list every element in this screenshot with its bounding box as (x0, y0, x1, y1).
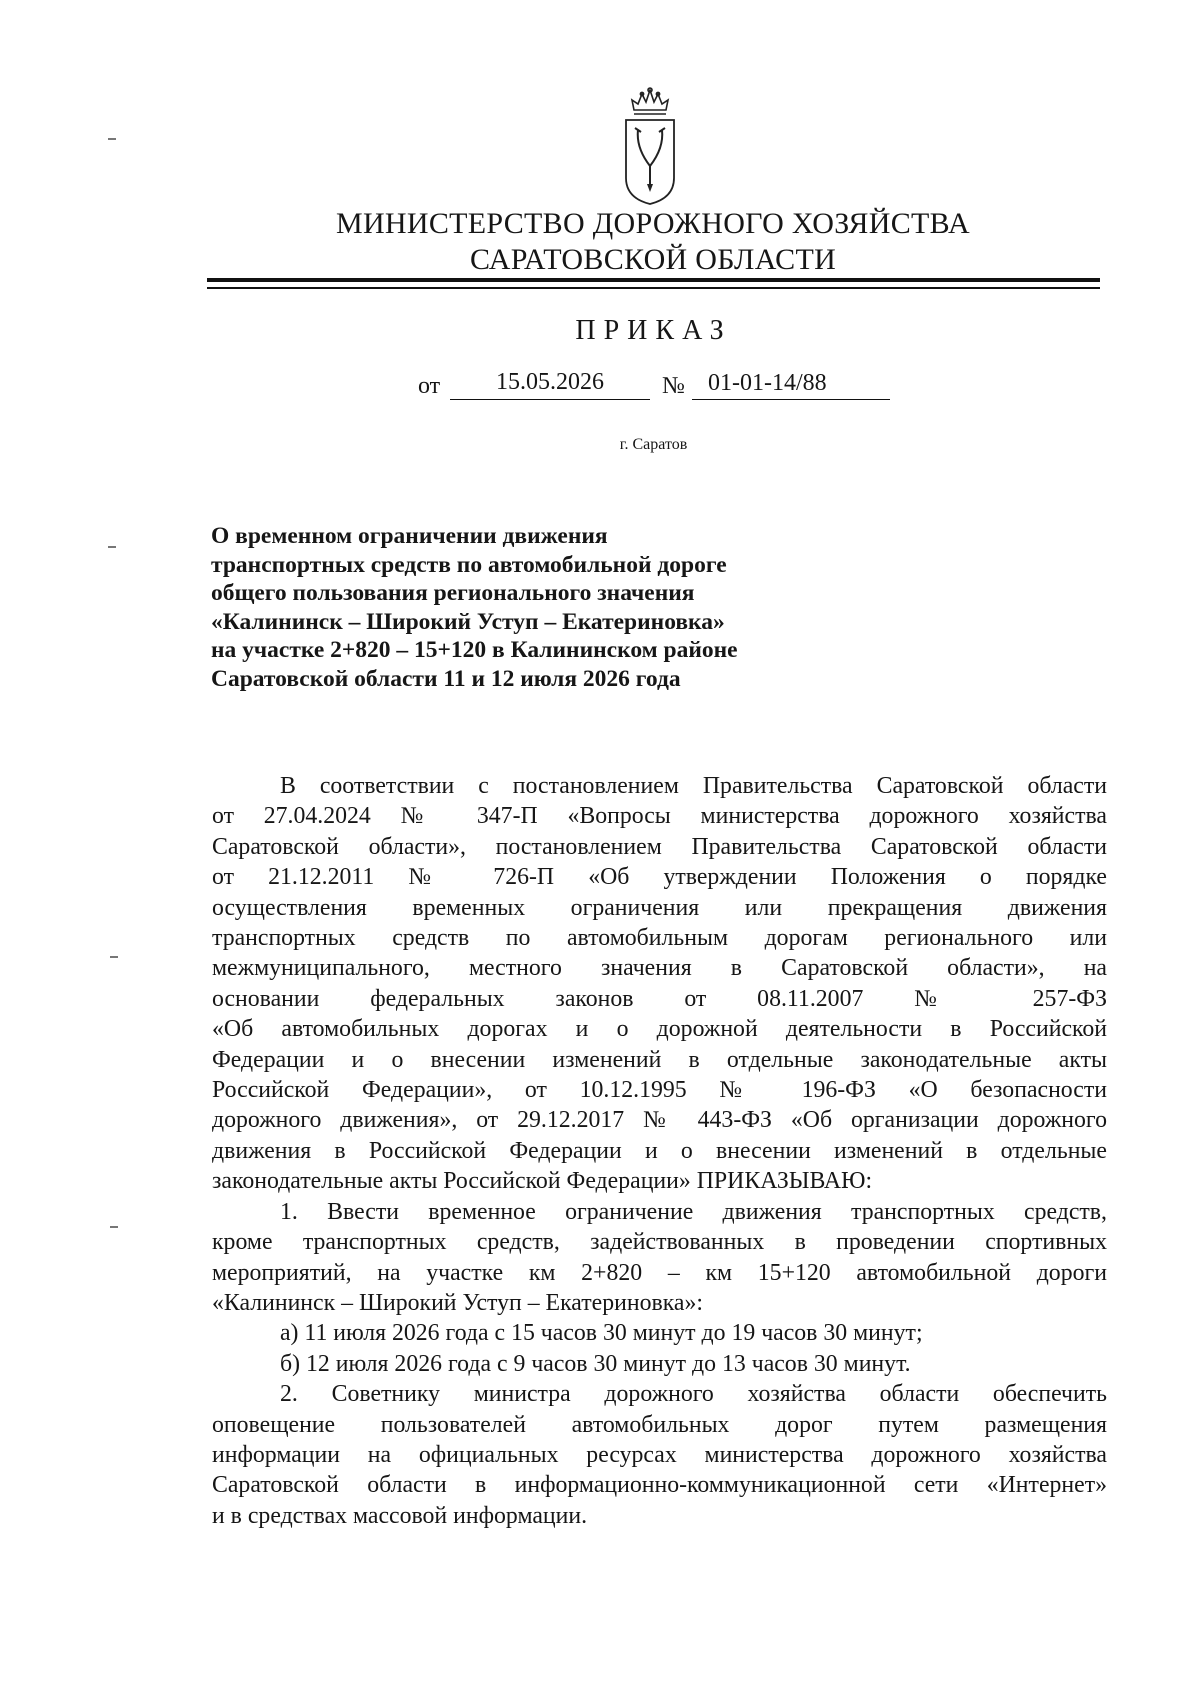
city-label: г. Саратов (619, 436, 688, 453)
order-number: 01-01-14/88 (692, 366, 890, 400)
order-date: 15.05.2026 (450, 365, 650, 400)
body-line: дорожного движения», от 29.12.2017 № 443-ФЗ «Об организации дорожного (212, 1107, 1107, 1134)
body-line: В соответствии с постановлением Правительства Саратовской области (280, 773, 1107, 799)
document-type: ПРИКАЗ (575, 315, 732, 346)
scan-mark (108, 546, 116, 548)
body-line: от 21.12.2011 № 726-П «Об утверждении Положения о порядке (212, 864, 1107, 891)
subject-line: на участке 2+820 – 15+120 в Калининском районе (211, 637, 738, 663)
item-2-line: Саратовской области в информационно-коммуникационной сети «Интернет» (212, 1472, 1107, 1499)
subject-line: транспортных средств по автомобильной дороге (211, 551, 727, 578)
number-prefix: № (662, 373, 685, 399)
body-line: движения в Российской Федерации и о внесении изменений в отдельные (212, 1137, 1107, 1164)
body-line: Федерации и о внесении изменений в отдельные законодательные акты (212, 1046, 1107, 1073)
subject-line: О временном ограничении движения (211, 523, 608, 549)
item-2-line: 2. Советнику министра дорожного хозяйства области обеспечить (280, 1381, 1107, 1408)
body-line: Российской Федерации», от 10.12.1995 № 196-ФЗ «О безопасности (212, 1077, 1107, 1104)
item-1b: б) 12 июля 2026 года с 9 часов 30 минут до 13 часов 30 минут. (280, 1350, 911, 1377)
item-1a: а) 11 июля 2026 года с 15 часов 30 минут до 19 часов 30 минут; (280, 1320, 923, 1347)
subject-line: Саратовской области 11 и 12 июля 2026 года (211, 665, 681, 692)
order-body (212, 771, 1107, 1531)
ministry-name (208, 206, 1098, 278)
body-line: от 27.04.2024 № 347-П «Вопросы министерства дорожного хозяйства (212, 803, 1107, 830)
coat-of-arms-icon (620, 86, 680, 206)
scan-mark (110, 956, 118, 958)
scan-mark (110, 1226, 118, 1228)
subject-line: общего пользования регионального значения (211, 580, 695, 606)
item-1-line: 1. Ввести временное ограничение движения транспортных средств, (280, 1198, 1107, 1225)
item-2-line: оповещение пользователей автомобильных дорог путем размещения (212, 1411, 1107, 1438)
body-line: Саратовской области», постановлением Правительства Саратовской области (212, 833, 1107, 860)
subject-line: «Калининск – Широкий Уступ – Екатериновка» (211, 608, 725, 635)
header-divider-thick (207, 278, 1100, 282)
scan-mark (108, 138, 116, 140)
body-line: «Об автомобильных дорогах и о дорожной деятельности в Российской (212, 1016, 1107, 1043)
order-subject (211, 522, 911, 693)
item-1-line: «Калининск – Широкий Уступ – Екатериновка»: (212, 1289, 703, 1316)
body-line: осуществления временных ограничения или прекращения движения (212, 894, 1107, 921)
header-divider-thin (207, 287, 1100, 289)
item-2-line: и в средствах массовой информации. (212, 1502, 588, 1529)
body-line: межмуниципального, местного значения в Саратовской области», на (212, 955, 1107, 982)
item-1-line: мероприятий, на участке км 2+820 – км 15+120 автомобильной дороги (212, 1259, 1107, 1286)
body-line: транспортных средств по автомобильным дорогам регионального или (212, 925, 1107, 952)
ministry-name-line1: МИНИСТЕРСТВО ДОРОЖНОГО ХОЗЯЙСТВА (335, 207, 971, 240)
body-line: законодательные акты Российской Федерации» ПРИКАЗЫВАЮ: (212, 1168, 873, 1195)
item-2-line: информации на официальных ресурсах министерства дорожного хозяйства (212, 1441, 1107, 1468)
body-line: основании федеральных законов от 08.11.2007 № 257-ФЗ (212, 985, 1107, 1012)
ministry-name-line2: САРАТОВСКОЙ ОБЛАСТИ (469, 243, 837, 276)
item-1-line: кроме транспортных средств, задействованных в проведении спортивных (212, 1229, 1107, 1256)
date-prefix: от (418, 373, 441, 399)
